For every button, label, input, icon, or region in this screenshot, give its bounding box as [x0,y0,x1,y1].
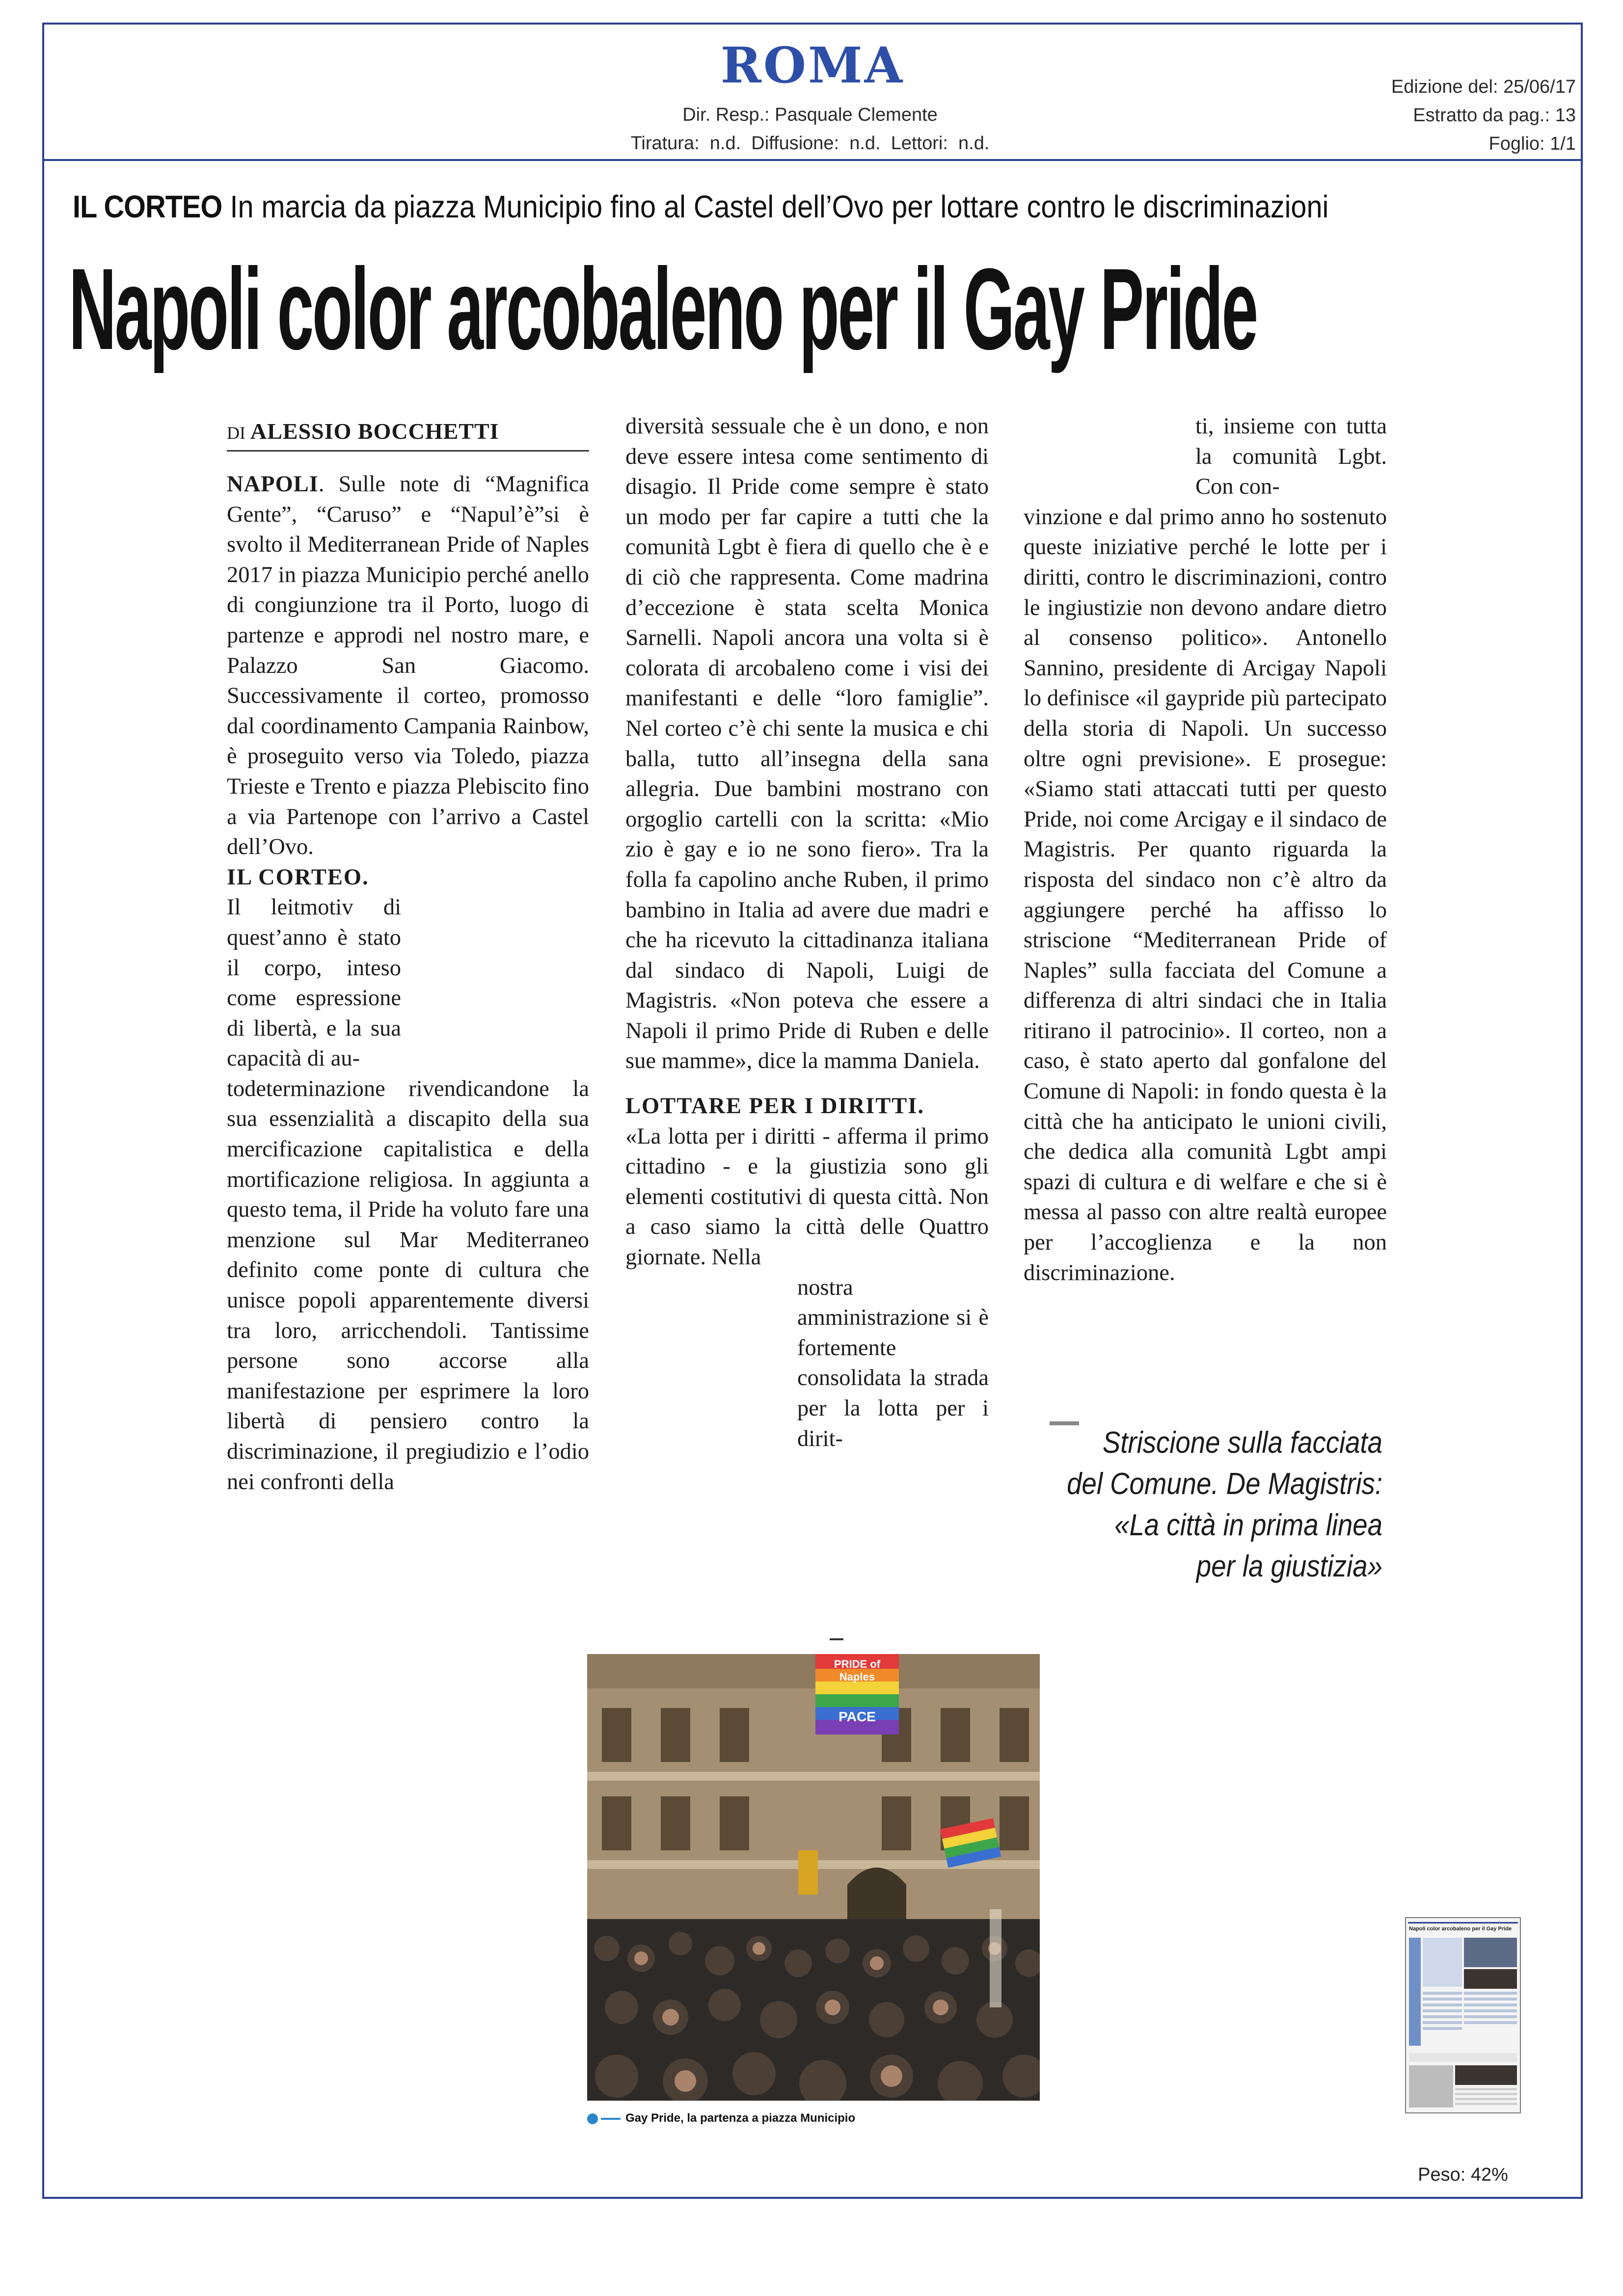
byline-prefix: DI [227,423,245,443]
page-extract: Estratto da pag.: 13 [1413,105,1576,126]
paragraph-text: . Sulle note di “Magnifica Gente”, “Caruso” e “Napul’è”si è svolto il Mediterranean Pride of Naples 2017 in piazza Municipio perché anello di congiunzione tra il Porto, luogo di partenze e approdi nel nostro mare, e Palazzo San Giacomo. Successivamente il corteo, promosso dal coordinamento Campania Rainbow, è proseguito verso via Toledo, piazza Trieste e Trento e piazza Plebiscito fino a via Partenope con l’arrivo a Castel dell’Ovo. [227,472,589,860]
pull-quote-line: per la giustizia» [1196,1549,1382,1583]
paragraph: todeterminazione rivendicandone la sua essenzialità a discapito della sua mercificazione capitalistica e della mortificazione religiosa. In aggiunta a questo tema, il Pride ha voluto fare una menzione sul Mar Mediterraneo definito come ponte di cultura che unisce popoli apparentemente diversi tra loro, arricchendoli. Tantissime persone sono accorse alla manifestazione per esprimere la loro libertà di pensiero contro la discriminazione, il pregiudizio e l’odio nei confronti della [227,1076,589,1495]
thumbnail-illustration [1406,1918,1520,2112]
page-thumbnail [1405,1917,1521,2113]
pull-quote-line: «La città in prima linea [1114,1508,1382,1542]
paragraph: diversità sessuale che è un dono, e non deve essere intesa come sentimento di disagio. Il Pride come sempre è stato un modo per far capire a tutti che la comunità Lgbt è fiera di quello che è e di ciò che rappresenta. Come madrina d’eccezione è stata scelta Monica Sarnelli. Napoli ancora una volta si è colorata di arcobaleno come i visi dei manifestanti e delle “loro famiglie”. Nel corteo c’è chi sente la musica e chi balla, tutto all’insegna della sana allegria. Due bambini mostrano con orgoglio cartelli con la scritta: «Mio zio è gay e io ne sono fiero». Tra la folla fa capolino anche Ruben, il primo bambino in Italia ad avere due madri e che ha ricevuto la cittadinanza italiana dal sindaco di Napoli, Luigi de Magistris. «Non poteva che essere a Napoli il primo Pride di Ruben e delle sue mamme», dice la mamma Daniela. [625,414,989,1074]
article-column-1 [227,469,589,1497]
caption-line-icon [601,2118,621,2120]
caption-bullet-icon [587,2113,598,2124]
article-kicker [73,188,1328,225]
pull-quote-line: Striscione sulla facciata [1102,1426,1382,1460]
newspaper-masthead: ROMA [720,36,905,94]
caption-text: Gay Pride, la partenza a piazza Municipio [625,2111,856,2125]
article-photo [587,1654,1040,2101]
paragraph: «La lotta per i diritti - afferma il primo cittadino - e la giustizia sono gli elementi costitutivi di questa città. Non a caso siamo la città delle Quattro giornate. Nella [625,1123,989,1270]
lead-word: NAPOLI [227,472,319,497]
photo-caption [587,2111,855,2125]
byline [227,418,589,452]
article-headline: Napoli color arcobaleno per il Gay Pride [69,244,1257,374]
photo-banner-text: PRIDE of Naples [834,1658,881,1683]
photo-peace-text: PACE [839,1709,876,1724]
article-column-2 [625,411,989,1454]
paragraph-indented: ti, insieme con tutta la comunità Lgbt. Con con- [1195,414,1387,500]
column-end-mark [830,1638,843,1640]
crowd-photo-illustration [587,1654,1040,2101]
article-column-3 [1024,411,1387,1288]
kicker-label: IL CORTEO [73,189,222,224]
paragraph-indented: nostra amministrazione si è fortemente consolidata la strada per la lotta per i dirit- [797,1275,989,1451]
paragraph [227,469,589,862]
paragraph: vinzione e dal primo anno ho sostenuto queste iniziative perché le lotte per i diritti, contro le discriminazioni, contro le ingiustizie non devono andare dietro al consenso politico». Antonello Sannino, presidente di Arcigay Napoli lo definisce «il gaypride più partecipato della storia di Napoli. Un successo oltre ogni previsione». E prosegue: «Siamo stati attaccati tutti per questo Pride, noi come Arcigay e il sindaco de Magistris. Per quanto riguarda la risposta del sindaco non c’è altro da aggiungere perché ha affisso lo striscione “Mediterranean Pride of Naples” sulla facciata del Comune a differenza di altri sindaci che in Italia ritirano il patrocinio». Il corteo, non a caso, è stato aperto dal gonfalone del Comune di Napoli: in fondo questa è la città che ha anticipato le unioni civili, che dedica alla comunità Lgbt ampi spazi di cultura e di welfare e che si è messa al passo con altre realtà europee per l’accoglienza e la non discriminazione. [1024,504,1387,1285]
circulation-line: Tiratura: n.d. Diffusione: n.d. Lettori: n.d. [630,133,990,154]
sheet-number: Foglio: 1/1 [1488,133,1576,154]
thumbnail-headline: Napoli color arcobaleno per il Gay Pride [1409,1926,1512,1932]
director-line: Dir. Resp.: Pasquale Clemente [682,105,938,125]
kicker-text: In marcia da piazza Municipio fino al Castel dell’Ovo per lottare contro le discriminazioni [230,189,1329,224]
section-subhead: LOTTARE PER I DIRITTI. [625,1094,925,1119]
section-subhead: IL CORTEO. [227,864,369,890]
byline-author: ALESSIO BOCCHETTI [250,419,499,444]
pull-quote [1054,1422,1382,1587]
edition-info [1391,73,1576,158]
paragraph-narrow: Il leitmotiv di quest’anno è stato il corpo, inteso come espressione di libertà, e la sua capacità di au- [227,895,401,1071]
publication-info [540,101,1080,158]
page-weight: Peso: 42% [1418,2164,1508,2185]
edition-date: Edizione del: 25/06/17 [1391,77,1576,97]
pull-quote-line: del Comune. De Magistris: [1067,1467,1382,1501]
header-divider [42,159,1583,161]
